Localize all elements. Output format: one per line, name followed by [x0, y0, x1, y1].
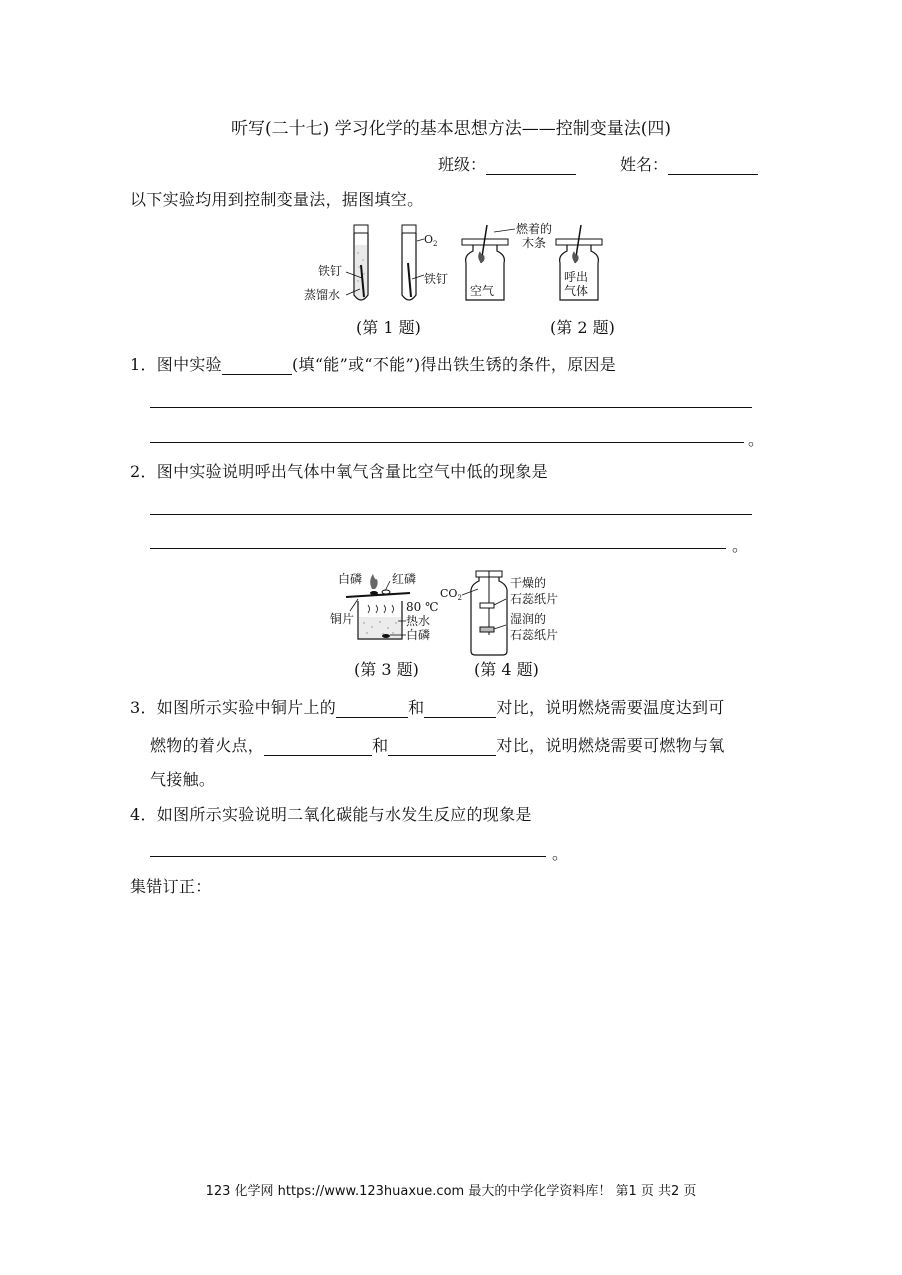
- page-title: 听写(二十七) 学习化学的基本思想方法——控制变量法(四): [231, 119, 671, 139]
- question-3-line-2: [150, 733, 725, 756]
- q1-blank-answer[interactable]: [222, 356, 292, 375]
- label-copper: 铜片: [330, 612, 355, 626]
- q2-text: 图中实验说明呼出气体中氧气含量比空气中低的现象是: [156, 462, 548, 481]
- q1-text-after: (填“能”或“不能”)得出铁生锈的条件，原因是: [291, 355, 617, 374]
- label-exhaled-2: 气体: [564, 284, 589, 298]
- q1-answer-line-1[interactable]: [150, 407, 752, 408]
- caption-q4: (第 4 题): [474, 660, 539, 679]
- label-wet-1: 湿润的: [510, 612, 547, 626]
- label-co2: $CO_2$: [440, 587, 462, 602]
- q1-end: 。: [748, 430, 765, 449]
- q2-end: 。: [732, 536, 749, 555]
- label-white-p-top: 白磷: [338, 572, 363, 586]
- q3-text-1: 如图所示实验中铜片上的: [156, 698, 337, 717]
- label-burning-stick-1: 燃着的: [516, 222, 553, 236]
- label-hot-water: 热水: [406, 614, 431, 628]
- q3-text-5: 气接触。: [150, 770, 216, 789]
- q3-text-4: 对比，说明燃烧需要可燃物与氧: [496, 736, 725, 755]
- q4-end: 。: [552, 844, 569, 863]
- bottle-co2: [471, 571, 507, 655]
- label-exhaled-1: 呼出: [564, 270, 589, 284]
- footer: 123 化学网 https://www.123huaxue.com 最大的中学化学资料库！ 第1 页 共2 页: [205, 1184, 697, 1199]
- caption-q1: (第 1 题): [356, 318, 421, 337]
- question-1: [130, 352, 616, 375]
- q3-text-2: 对比，说明燃烧需要温度达到可: [496, 698, 725, 717]
- test-tube-water: [354, 225, 368, 300]
- intro-text: 以下实验均用到控制变量法，据图填空。: [130, 190, 424, 209]
- figure-q3-q4: [320, 565, 600, 685]
- q3-blank-3[interactable]: [264, 737, 372, 756]
- class-label: 班级：: [438, 155, 487, 174]
- q3-blank-1[interactable]: [336, 699, 408, 718]
- beaker-hot-water: [346, 590, 410, 639]
- test-tube-oxygen: [402, 225, 416, 300]
- class-blank[interactable]: [486, 156, 576, 175]
- q2-answer-line-1[interactable]: [150, 514, 752, 515]
- question-3-line-1: [130, 695, 725, 718]
- label-iron-nail-right: 铁钉: [424, 272, 449, 286]
- correction-label: 集错订正：: [130, 877, 212, 896]
- label-wet-2: 石蕊纸片: [510, 628, 559, 642]
- label-dry-1: 干燥的: [510, 576, 547, 590]
- q2-number: 2．: [130, 462, 157, 481]
- question-4: [130, 802, 532, 825]
- q1-number: 1．: [130, 355, 157, 374]
- label-temp: 80 ℃: [406, 600, 439, 614]
- q3-blank-2[interactable]: [424, 699, 496, 718]
- flame-icon: [370, 574, 377, 589]
- label-dry-2: 石蕊纸片: [510, 592, 559, 606]
- q3-blank-4[interactable]: [388, 737, 496, 756]
- name-label: 姓名：: [620, 155, 669, 174]
- caption-q2: (第 2 题): [550, 318, 615, 337]
- q4-number: 4．: [130, 805, 157, 824]
- label-air: 空气: [470, 284, 495, 298]
- q4-text: 如图所示实验说明二氧化碳能与水发生反应的现象是: [156, 805, 532, 824]
- q1-text-before: 图中实验: [156, 355, 222, 374]
- name-blank[interactable]: [668, 156, 758, 175]
- question-2: [130, 459, 548, 482]
- q3-number: 3．: [130, 698, 157, 717]
- label-o2: $O_2$: [424, 233, 438, 248]
- q2-answer-line-2[interactable]: [150, 548, 726, 549]
- figure-q1-q2: [290, 215, 650, 345]
- q3-text-3: 燃物的着火点，: [150, 736, 265, 755]
- name-field[interactable]: [620, 152, 758, 175]
- label-red-p: 红磷: [392, 572, 417, 586]
- q1-answer-line-2[interactable]: [150, 442, 744, 443]
- label-white-p-bottom: 白磷: [406, 628, 431, 642]
- q3-and-1: 和: [408, 698, 425, 717]
- class-field[interactable]: [438, 152, 576, 175]
- label-burning-stick-2: 木条: [522, 236, 547, 250]
- q3-and-2: 和: [372, 736, 389, 755]
- label-distilled-water: 蒸馏水: [304, 288, 341, 302]
- label-iron-nail-left: 铁钉: [318, 264, 343, 278]
- caption-q3: (第 3 题): [354, 660, 419, 679]
- q4-answer-line[interactable]: [150, 856, 546, 857]
